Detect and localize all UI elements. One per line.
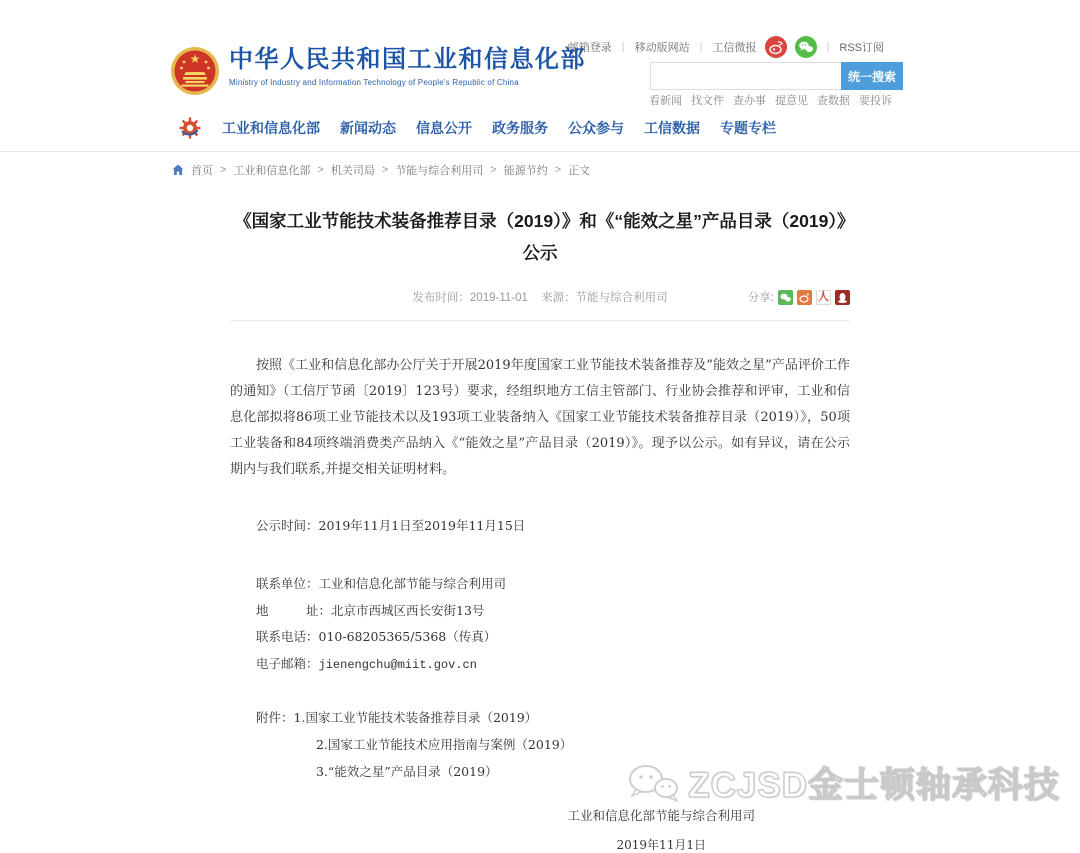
article-meta bbox=[230, 289, 850, 307]
utility-bar bbox=[568, 36, 884, 58]
quick-link-services[interactable]: 查办事 bbox=[733, 95, 766, 107]
nav-item-data[interactable]: 工信数据 bbox=[644, 120, 700, 136]
breadcrumb-separator: > bbox=[554, 164, 562, 176]
mail-login-link[interactable]: 邮箱登录 bbox=[567, 42, 612, 54]
notice-period: 公示时间：2019年11月1日至2019年11月15日 bbox=[256, 518, 526, 533]
meta-divider bbox=[230, 320, 850, 321]
share-bar bbox=[748, 289, 850, 305]
contact-unit: 联系单位：工业和信息化部节能与综合利用司 bbox=[256, 576, 507, 591]
quick-link-opinions[interactable]: 提意见 bbox=[775, 95, 808, 107]
contact-phone: 联系电话：010-68205365/5368（传真） bbox=[256, 629, 497, 644]
breadcrumb bbox=[172, 162, 590, 178]
article bbox=[230, 205, 850, 853]
share-label: 分享: bbox=[747, 292, 774, 304]
home-icon[interactable] bbox=[172, 164, 184, 176]
quick-link-data[interactable]: 查数据 bbox=[817, 95, 850, 107]
attachments-row-3 bbox=[230, 763, 850, 780]
email-label: 电子邮箱： bbox=[256, 656, 319, 671]
site-title: 中华人民共和国工业和信息化部 bbox=[229, 46, 586, 73]
signature-org: 工业和信息化部节能与综合利用司 bbox=[567, 808, 755, 823]
search-input[interactable] bbox=[650, 62, 841, 90]
attachments-row-2 bbox=[230, 736, 850, 753]
wechat-icon[interactable] bbox=[795, 36, 817, 58]
share-wechat-icon[interactable] bbox=[778, 290, 793, 305]
national-emblem-icon bbox=[170, 46, 220, 96]
search-button[interactable]: 统一搜索 bbox=[841, 62, 903, 90]
site-logo bbox=[170, 46, 586, 96]
watermark-text: ZCJSD金士顿轴承科技 bbox=[688, 766, 1060, 805]
nav-item-public-participation[interactable]: 公众参与 bbox=[568, 120, 624, 136]
signature-date: 2019年11月1日 bbox=[616, 838, 706, 852]
gear-logo-icon bbox=[178, 116, 202, 140]
separator: | bbox=[826, 41, 830, 53]
contact-address: 地 址：北京市西城区西长安街13号 bbox=[256, 603, 485, 618]
email-value: jienengchu@miit.gov.cn bbox=[318, 658, 477, 672]
breadcrumb-miit[interactable]: 工业和信息化部 bbox=[233, 165, 311, 177]
mobile-site-link[interactable]: 移动版网站 bbox=[634, 42, 690, 54]
separator: | bbox=[699, 41, 703, 53]
article-body: 按照《工业和信息化部办公厅关于开展2019年度国家工业节能技术装备推荐及“能效之星”产品评价工作的通知》（工信厅节函〔2019〕123号）要求，经组织地方工信主管部门、行业协会推荐和评审，工业和信息化部拟将86项工业节能技术以及193项工业装备纳入《国家工业节能技术装备推荐目录（2019）》，50项工业装备和84项终端消费类产品纳入《“能效之星”产品目录（2019）》。现予以公示。如有异议，请在公示期内与我们联系,并提交相关证明材料。 bbox=[230, 358, 850, 477]
article-title: 《国家工业节能技术装备推荐目录（2019）》和《“能效之星”产品目录（2019）》公示 bbox=[234, 211, 846, 263]
breadcrumb-separator: > bbox=[381, 164, 389, 176]
breadcrumb-separator: > bbox=[490, 164, 497, 176]
search-box bbox=[650, 62, 903, 90]
breadcrumb-home[interactable]: 首页 bbox=[191, 165, 213, 177]
main-nav bbox=[178, 116, 776, 140]
share-renren-icon[interactable]: 人 bbox=[818, 290, 829, 303]
nav-item-special-topics[interactable]: 专题专栏 bbox=[720, 120, 776, 136]
wechat-weibo-link[interactable]: 工信微报 bbox=[712, 42, 757, 54]
header-divider bbox=[0, 151, 1080, 152]
breadcrumb-departments[interactable]: 机关司局 bbox=[330, 165, 375, 177]
quick-link-news[interactable]: 看新闻 bbox=[649, 95, 682, 107]
rss-link[interactable]: RSS订阅 bbox=[839, 42, 884, 54]
site-title-english: Ministry of Industry and Information Technology of People's Republic of China bbox=[229, 78, 519, 87]
separator: | bbox=[621, 41, 625, 53]
attachment-link-3[interactable]: 3.“能效之星”产品目录（2019） bbox=[316, 764, 498, 779]
breadcrumb-current: 正文 bbox=[568, 165, 591, 177]
publish-time: 发布时间：2019-11-01 bbox=[412, 292, 528, 304]
contact-email bbox=[230, 655, 850, 674]
breadcrumb-separator: > bbox=[317, 164, 324, 176]
nav-item-news[interactable]: 新闻动态 bbox=[340, 120, 396, 136]
attachment-link-1[interactable]: 1.国家工业节能技术装备推荐目录（2019） bbox=[293, 710, 538, 725]
nav-item-miit[interactable]: 工业和信息化部 bbox=[222, 120, 320, 136]
attachments-label: 附件： bbox=[256, 710, 294, 725]
nav-item-info-disclosure[interactable]: 信息公开 bbox=[416, 120, 472, 136]
quick-link-complaints[interactable]: 要投诉 bbox=[859, 95, 892, 107]
quick-links bbox=[649, 92, 892, 108]
signature-block bbox=[567, 806, 755, 853]
nav-item-gov-services[interactable]: 政务服务 bbox=[492, 120, 548, 136]
breadcrumb-energy-saving[interactable]: 能源节约 bbox=[503, 165, 548, 177]
source: 来源：节能与综合利用司 bbox=[541, 292, 668, 304]
breadcrumb-separator: > bbox=[220, 164, 227, 176]
weibo-icon[interactable] bbox=[765, 36, 787, 58]
attachments-row-1 bbox=[230, 709, 850, 726]
attachment-link-2[interactable]: 2.国家工业节能技术应用指南与案例（2019） bbox=[316, 737, 573, 752]
quick-link-files[interactable]: 找文件 bbox=[691, 95, 724, 107]
share-qq-icon[interactable] bbox=[835, 290, 850, 305]
share-weibo-icon[interactable] bbox=[797, 290, 812, 305]
breadcrumb-energy-dept[interactable]: 节能与综合利用司 bbox=[395, 165, 484, 177]
